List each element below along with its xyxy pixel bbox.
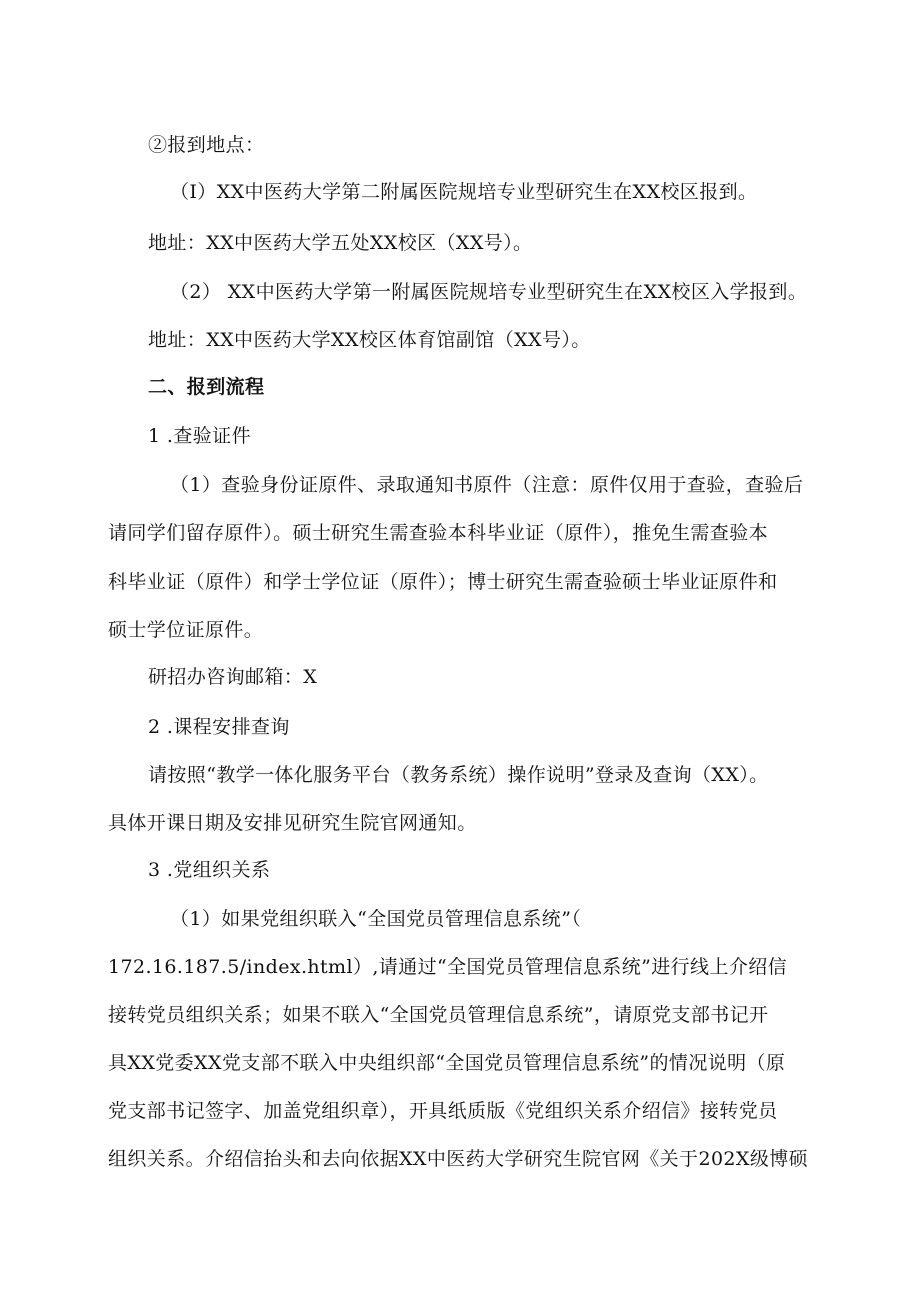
- subheading-party-organization: 3 .党组织关系: [148, 859, 271, 881]
- paragraph-line: 组织关系。介绍信抬头和去向依据XX中医药大学研究生院官网《关于202X级博硕: [108, 1148, 809, 1170]
- paragraph-line: 请按照“教学一体化服务平台（教务系统）操作说明”登录及查询（XX）。: [148, 764, 769, 786]
- paragraph-line: 科毕业证（原件）和学士学位证（原件）；博士研究生需查验硕士毕业证原件和: [108, 571, 778, 593]
- paragraph-line: 具XX党委XX党支部不联入中央组织部“全国党员管理信息系统”的情况说明（原: [108, 1052, 786, 1074]
- section-heading-report-process: 二、报到流程: [148, 376, 265, 398]
- subheading-course-schedule: 2 .课程安排查询: [148, 716, 290, 738]
- paragraph-line: 接转党员组织关系；如果不联入“全国党员管理信息系统”，请原党支部书记开: [108, 1004, 769, 1026]
- subheading-verify-documents: 1 .查验证件: [148, 425, 251, 447]
- paragraph-line: 具体开课日期及安排见研究生院官网通知。: [108, 812, 477, 834]
- paragraph-line: （1）如果党组织联入“全国党员管理信息系统”（: [170, 908, 582, 930]
- paragraph-line: 请同学们留存原件）。硕士研究生需查验本科毕业证（原件），推免生需查验本: [108, 522, 769, 544]
- paragraph-line: （2） XX中医药大学第一附属医院规培专业型研究生在XX校区入学报到。: [170, 281, 808, 303]
- paragraph-line-email: 研招办咨询邮箱：X: [148, 666, 318, 688]
- paragraph-line-url: 172.16.187.5/index.html）,请通过“全国党员管理信息系统”进行线上介绍信: [108, 956, 788, 978]
- paragraph-line: （1）查验身份证原件、录取通知书原件（注意：原件仅用于查验，查验后: [170, 474, 804, 496]
- paragraph-line: 党支部书记签字、加盖党组织章），开具纸质版《党组织关系介绍信》接转党员: [108, 1100, 778, 1122]
- paragraph-line: 硕士学位证原件。: [108, 619, 264, 641]
- paragraph-line: （I）XX中医药大学第二附属医院规培专业型研究生在XX校区报到。: [170, 181, 758, 203]
- paragraph-line: 地址：XX中医药大学五处XX校区（XX号）。: [148, 232, 533, 254]
- section-heading-report-location: ②报到地点：: [148, 134, 265, 156]
- paragraph-line: 地址：XX中医药大学XX校区体育馆副馆（XX号）。: [148, 329, 591, 351]
